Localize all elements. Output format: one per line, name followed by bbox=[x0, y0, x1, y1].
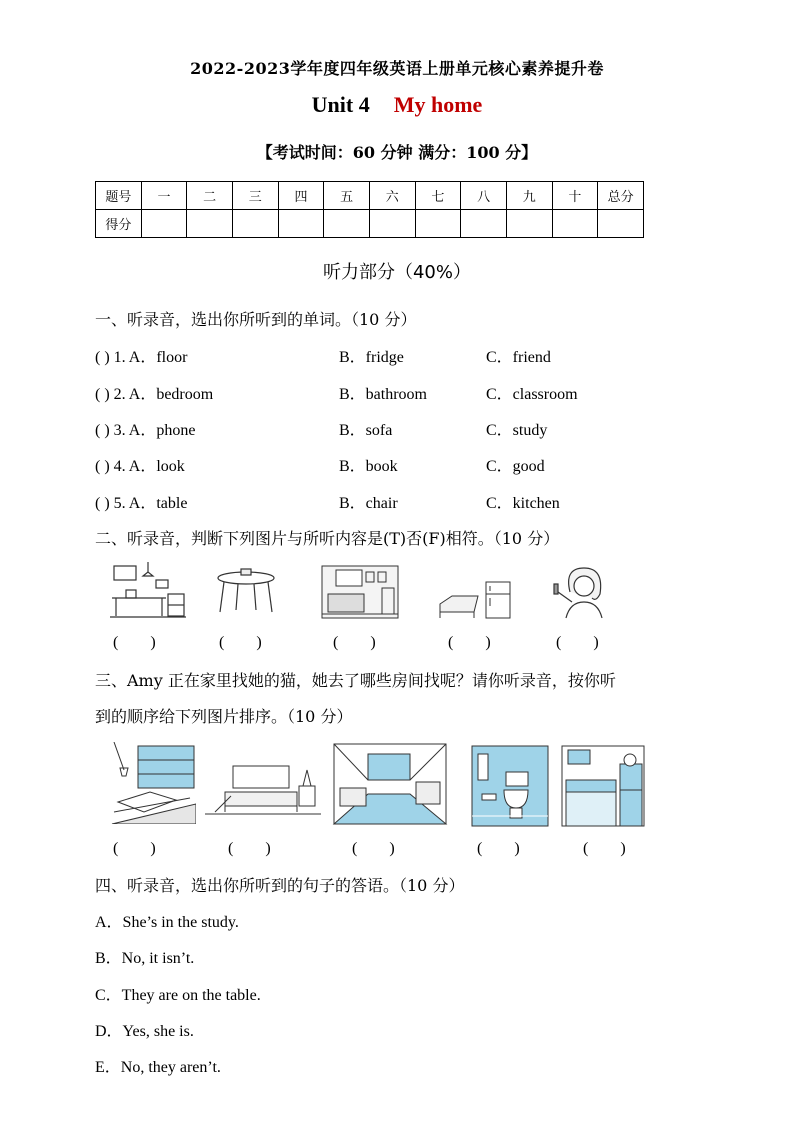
q4-option: E．No, they aren’t. bbox=[95, 1059, 221, 1076]
unit-title bbox=[0, 92, 794, 118]
kitchen-picture bbox=[560, 744, 646, 828]
q1-item bbox=[95, 490, 715, 512]
bedroom-picture bbox=[205, 752, 321, 818]
q4-title: 四、听录音，选出你所听到的句子的答语。（10 分） bbox=[95, 876, 465, 895]
q1-item bbox=[95, 417, 715, 439]
score-row-label: 得分 bbox=[96, 210, 142, 238]
score-cell: 七 bbox=[415, 182, 461, 210]
score-input-cell[interactable] bbox=[506, 210, 552, 238]
living-room-picture bbox=[320, 564, 400, 620]
q4-option: A．She’s in the study. bbox=[95, 914, 239, 931]
q1-item bbox=[95, 344, 715, 366]
score-cell: 题号 bbox=[96, 182, 142, 210]
q1-item-prefix: ( ) 5. A．table bbox=[95, 495, 188, 512]
q1-option-c: C．kitchen bbox=[486, 495, 560, 512]
q3-title-line1: 三、Amy 正在家里找她的猫，她去了哪些房间找呢？请你听录音，按你听 bbox=[95, 671, 616, 690]
q2-answer-blank[interactable]: ( ) bbox=[448, 634, 491, 651]
score-input-cell[interactable] bbox=[324, 210, 370, 238]
score-input-cell[interactable] bbox=[278, 210, 324, 238]
score-table bbox=[95, 181, 644, 238]
q3-title-line2: 到的顺序给下列图片排序。（10 分） bbox=[95, 707, 353, 726]
q3-answer-blank[interactable]: ( ) bbox=[352, 840, 395, 857]
score-cell: 九 bbox=[506, 182, 552, 210]
bathroom-picture bbox=[470, 744, 550, 828]
score-input-cell[interactable] bbox=[141, 210, 187, 238]
q3-answer-blank[interactable]: ( ) bbox=[228, 840, 271, 857]
q3-answer-blank[interactable]: ( ) bbox=[113, 840, 156, 857]
score-cell: 十 bbox=[552, 182, 598, 210]
score-table-header-row bbox=[96, 182, 644, 210]
q3-answer-blank[interactable]: ( ) bbox=[583, 840, 626, 857]
exam-info: 【考试时间：60 分钟 满分：100 分】 bbox=[256, 143, 538, 162]
bed-and-fridge-picture bbox=[436, 578, 516, 622]
score-input-cell[interactable] bbox=[552, 210, 598, 238]
q1-option-c: C．friend bbox=[486, 349, 551, 366]
q1-option-b: B．sofa bbox=[339, 422, 393, 439]
q2-answer-blank[interactable]: ( ) bbox=[556, 634, 599, 651]
q2-title: 二、听录音，判断下列图片与所听内容是(T)否(F)相符。（10 分） bbox=[95, 529, 560, 548]
score-cell: 二 bbox=[187, 182, 233, 210]
q1-option-b: B．book bbox=[339, 458, 398, 475]
q1-item-prefix: ( ) 2. A．bedroom bbox=[95, 386, 214, 403]
q4-option: D．Yes, she is. bbox=[95, 1023, 194, 1040]
q1-option-b: B．chair bbox=[339, 495, 398, 512]
unit-topic: My home bbox=[393, 92, 483, 117]
q1-option-b: B．bathroom bbox=[339, 386, 427, 403]
q2-answer-blank[interactable]: ( ) bbox=[219, 634, 262, 651]
unit-number: Unit 4 bbox=[311, 92, 370, 117]
score-cell: 四 bbox=[278, 182, 324, 210]
study-room-picture bbox=[108, 562, 188, 620]
q1-item-prefix: ( ) 1. A．floor bbox=[95, 349, 188, 366]
score-input-cell[interactable] bbox=[598, 210, 644, 238]
q1-item bbox=[95, 381, 715, 403]
q1-item bbox=[95, 453, 715, 475]
q1-option-c: C．classroom bbox=[486, 386, 578, 403]
score-input-cell[interactable] bbox=[461, 210, 507, 238]
q1-item-prefix: ( ) 3. A．phone bbox=[95, 422, 196, 439]
score-cell: 五 bbox=[324, 182, 370, 210]
q1-option-b: B．fridge bbox=[339, 349, 404, 366]
exam-header: 2022-2023学年度四年级英语上册单元核心素养提升卷 bbox=[190, 59, 604, 78]
q1-item-prefix: ( ) 4. A．look bbox=[95, 458, 185, 475]
q2-answer-blank[interactable]: ( ) bbox=[333, 634, 376, 651]
study-picture bbox=[110, 742, 196, 824]
q1-option-c: C．study bbox=[486, 422, 548, 439]
score-table-score-row bbox=[96, 210, 644, 238]
score-cell: 六 bbox=[369, 182, 415, 210]
score-input-cell[interactable] bbox=[415, 210, 461, 238]
q1-option-c: C．good bbox=[486, 458, 545, 475]
score-cell: 八 bbox=[461, 182, 507, 210]
score-cell: 总分 bbox=[598, 182, 644, 210]
score-input-cell[interactable] bbox=[187, 210, 233, 238]
q4-option: C．They are on the table. bbox=[95, 987, 261, 1004]
living-room-picture bbox=[332, 742, 448, 826]
score-input-cell[interactable] bbox=[369, 210, 415, 238]
q3-answer-blank[interactable]: ( ) bbox=[477, 840, 520, 857]
q1-title: 一、听录音，选出你所听到的单词。（10 分） bbox=[95, 310, 417, 329]
score-cell: 三 bbox=[232, 182, 278, 210]
table-with-phone-picture bbox=[214, 566, 278, 616]
q2-answer-blank[interactable]: ( ) bbox=[113, 634, 156, 651]
score-cell: 一 bbox=[141, 182, 187, 210]
listening-section-title: 听力部分（40%） bbox=[322, 262, 471, 283]
girl-on-phone-picture bbox=[548, 562, 612, 620]
score-input-cell[interactable] bbox=[232, 210, 278, 238]
q4-option: B．No, it isn’t. bbox=[95, 950, 195, 967]
